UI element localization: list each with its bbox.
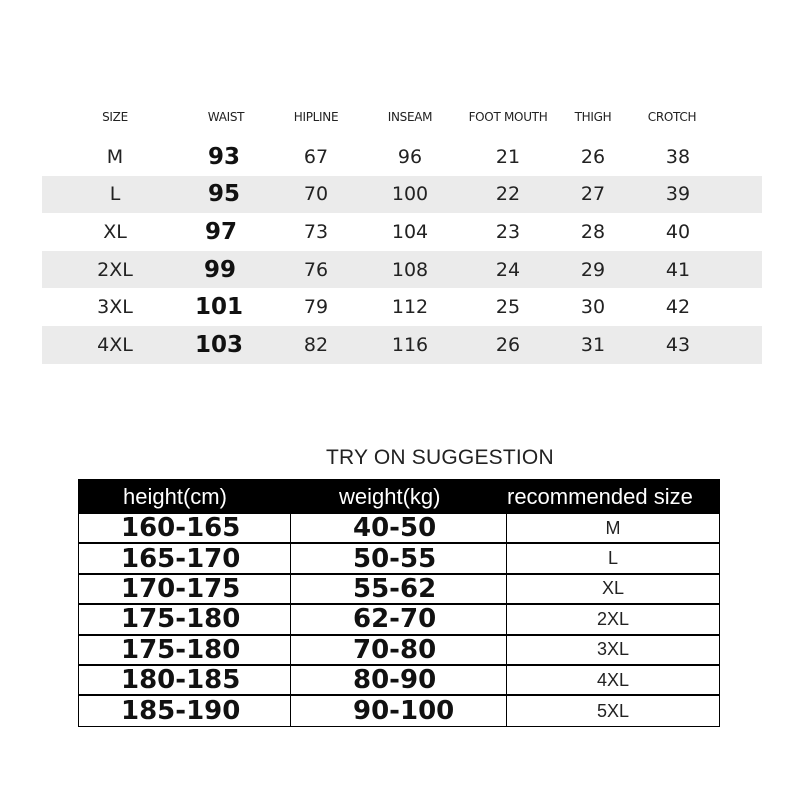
header-thigh: THIGH [574, 110, 612, 124]
header-recommended-size: recommended size [507, 483, 693, 509]
try-on-row [79, 575, 719, 605]
inseam-cell: 100 [391, 183, 429, 206]
foot-mouth-cell: 23 [495, 220, 521, 243]
inseam-cell: 112 [391, 296, 429, 319]
crotch-cell: 38 [665, 145, 691, 168]
try-on-header [79, 479, 719, 514]
thigh-cell: 30 [580, 296, 606, 319]
try-on-title: TRY ON SUGGESTION [326, 446, 554, 469]
crotch-cell: 41 [665, 258, 691, 281]
waist-cell: 97 [204, 218, 238, 245]
header-weight: weight(kg) [339, 483, 441, 509]
thigh-cell: 29 [580, 258, 606, 281]
foot-mouth-cell: 26 [495, 333, 521, 356]
header-foot-mouth: FOOT MOUTH [468, 110, 548, 124]
height-cell: 165-170 [79, 544, 291, 572]
crotch-cell: 40 [665, 220, 691, 243]
header-inseam: INSEAM [387, 110, 433, 124]
waist-cell: 101 [194, 294, 244, 321]
inseam-cell: 116 [391, 333, 429, 356]
height-cell: 185-190 [79, 696, 291, 726]
size-row-xl [42, 213, 762, 251]
header-size: SIZE [102, 110, 128, 124]
size-row-l [42, 176, 762, 214]
recommended-size-cell: L [607, 548, 618, 569]
recommended-size-cell: 4XL [596, 669, 630, 690]
header-waist: WAIST [207, 110, 245, 124]
size-row-4xl [42, 326, 762, 364]
size-cell: 2XL [97, 258, 133, 281]
recommended-size-cell: 3XL [596, 639, 630, 660]
try-on-row [79, 605, 719, 635]
hipline-cell: 79 [303, 296, 329, 319]
size-cell: M [106, 145, 124, 168]
weight-cell: 50-55 [291, 544, 507, 572]
inseam-cell: 108 [391, 258, 429, 281]
try-on-row [79, 544, 719, 574]
height-cell: 175-180 [79, 605, 291, 633]
hipline-cell: 70 [303, 183, 329, 206]
thigh-cell: 28 [580, 220, 606, 243]
waist-cell: 103 [194, 331, 244, 358]
thigh-cell: 31 [580, 333, 606, 356]
weight-cell: 80-90 [291, 666, 507, 694]
hipline-cell: 67 [303, 145, 329, 168]
try-on-table [78, 479, 720, 727]
size-chart-table [42, 100, 762, 364]
waist-cell: 95 [207, 181, 241, 208]
foot-mouth-cell: 22 [495, 183, 521, 206]
recommended-size-cell: 5XL [596, 700, 630, 721]
inseam-cell: 96 [397, 145, 423, 168]
header-height: height(cm) [123, 483, 227, 509]
size-cell: 3XL [97, 296, 133, 319]
size-cell: 4XL [97, 333, 133, 356]
hipline-cell: 73 [303, 220, 329, 243]
height-cell: 160-165 [79, 514, 291, 542]
size-row-m [42, 138, 762, 176]
size-chart-header [42, 100, 762, 138]
weight-cell: 55-62 [291, 575, 507, 603]
crotch-cell: 42 [665, 296, 691, 319]
inseam-cell: 104 [391, 220, 429, 243]
waist-cell: 99 [203, 256, 237, 283]
try-on-row [79, 696, 719, 727]
header-hipline: HIPLINE [293, 110, 339, 124]
thigh-cell: 27 [580, 183, 606, 206]
weight-cell: 62-70 [291, 605, 507, 633]
weight-cell: 70-80 [291, 636, 507, 664]
size-row-3xl [42, 288, 762, 326]
try-on-row [79, 666, 719, 696]
crotch-cell: 43 [665, 333, 691, 356]
header-crotch: CROTCH [647, 110, 697, 124]
weight-cell: 40-50 [291, 514, 507, 542]
recommended-size-cell: 2XL [596, 608, 630, 629]
try-on-row [79, 636, 719, 666]
height-cell: 175-180 [79, 636, 291, 664]
crotch-cell: 39 [665, 183, 691, 206]
size-cell: XL [103, 220, 127, 243]
recommended-size-cell: XL [601, 578, 625, 599]
size-row-2xl [42, 251, 762, 289]
foot-mouth-cell: 24 [495, 258, 521, 281]
waist-cell: 93 [207, 143, 241, 170]
recommended-size-cell: M [605, 517, 621, 538]
try-on-row [79, 514, 719, 544]
foot-mouth-cell: 25 [495, 296, 521, 319]
height-cell: 170-175 [79, 575, 291, 603]
weight-cell: 90-100 [291, 696, 507, 726]
height-cell: 180-185 [79, 666, 291, 694]
thigh-cell: 26 [580, 145, 606, 168]
hipline-cell: 76 [303, 258, 329, 281]
size-cell: L [109, 183, 121, 206]
hipline-cell: 82 [303, 333, 329, 356]
foot-mouth-cell: 21 [495, 145, 521, 168]
